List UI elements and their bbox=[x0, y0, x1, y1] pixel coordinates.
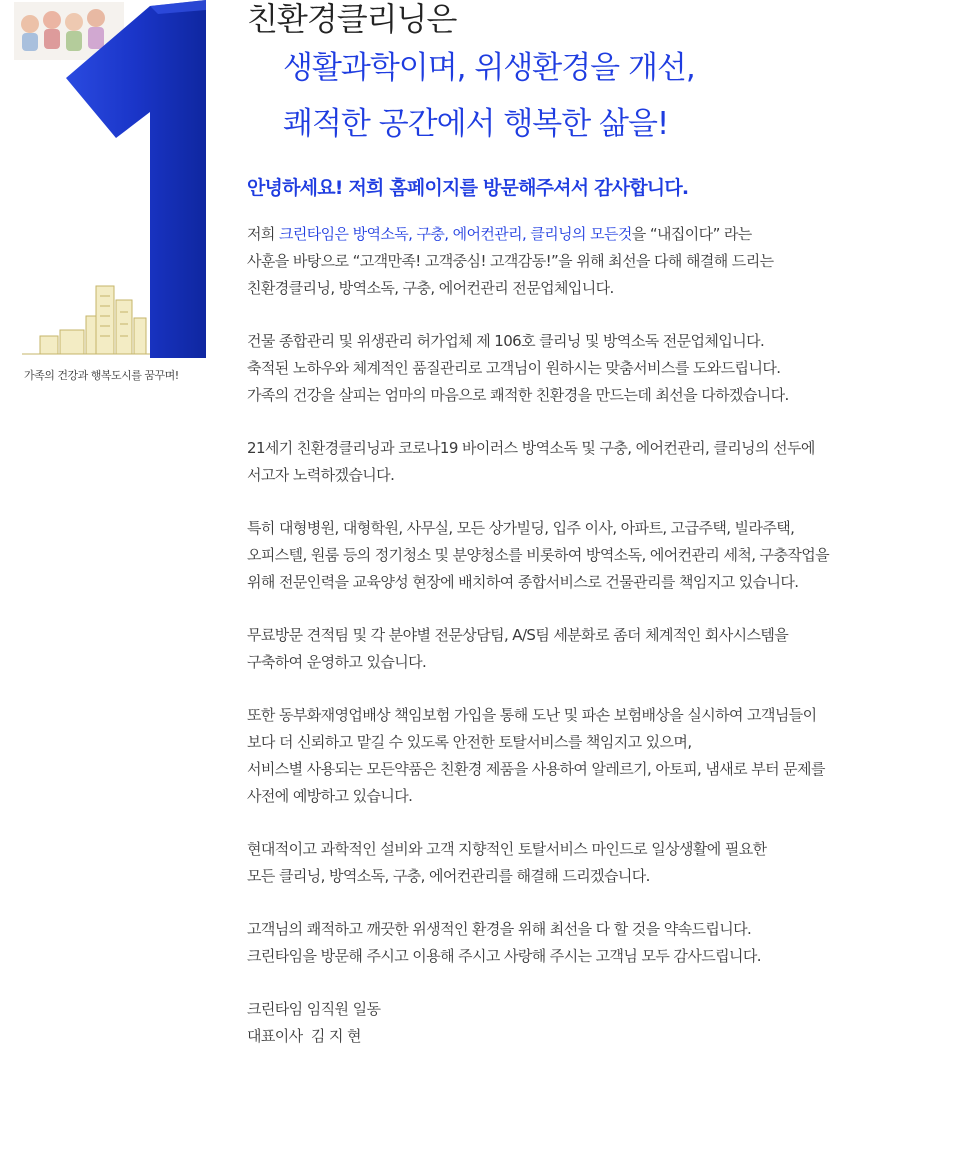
subtitle-line-2: 쾌적한 공간에서 행복한 삶을! bbox=[283, 106, 669, 142]
body-line: 무료방문 견적팀 및 각 분야별 전문상담팀, A/S팀 세분화로 좀더 체계적인 회사시스템을 bbox=[247, 626, 789, 644]
intro-line-1-suffix: 을 “내집이다” 라는 bbox=[631, 225, 752, 243]
page-title: 친환경클리닝은 bbox=[247, 0, 457, 38]
body-line: 오피스텔, 원룸 등의 정기청소 및 분양청소를 비롯하여 방역소독, 에어컨관리 세척, 구충작업을 bbox=[247, 546, 830, 564]
intro-line-1 bbox=[247, 221, 962, 248]
body-paragraph bbox=[247, 836, 962, 890]
intro-line-1-prefix: 저희 bbox=[247, 225, 279, 243]
body-paragraph bbox=[247, 702, 962, 810]
greeting-heading: 안녕하세요! 저희 홈페이지를 방문해주셔서 감사합니다. bbox=[247, 177, 689, 199]
body-paragraph bbox=[247, 328, 962, 409]
body-line: 사전에 예방하고 있습니다. bbox=[247, 787, 413, 805]
body-line: 또한 동부화재영업배상 책임보험 가입을 통해 도난 및 파손 보험배상을 실시하여 고객님들이 bbox=[247, 706, 817, 724]
body-line: 보다 더 신뢰하고 맡길 수 있도록 안전한 토탈서비스를 책임지고 있으며, bbox=[247, 733, 692, 751]
body-paragraph bbox=[247, 435, 962, 489]
intro-line-2: 사훈을 바탕으로 “고객만족! 고객중심! 고객감동!”을 위해 최선을 다해 해결해 드리는 bbox=[247, 252, 774, 270]
body-line: 축적된 노하우와 체계적인 품질관리로 고객님이 원하시는 맞춤서비스를 도와드립니다. bbox=[247, 359, 781, 377]
left-caption: 가족의 건강과 행복도시를 꿈꾸며! bbox=[24, 369, 179, 382]
body-line: 위해 전문인력을 교육양성 현장에 배치하여 종합서비스로 건물관리를 책임지고 있습니다. bbox=[247, 573, 799, 591]
intro-line-3: 친환경클리닝, 방역소독, 구충, 에어컨관리 전문업체입니다. bbox=[247, 279, 614, 297]
number-one-illustration bbox=[0, 0, 220, 400]
body-line: 크린타임을 방문해 주시고 이용해 주시고 사랑해 주시는 고객님 모두 감사드립니다. bbox=[247, 947, 761, 965]
body-line: 현대적이고 과학적인 설비와 고객 지향적인 토탈서비스 마인드로 일상생활에 필요한 bbox=[247, 840, 767, 858]
intro-highlight: 크린타임은 방역소독, 구충, 에어컨관리, 클리닝의 모든것 bbox=[278, 225, 632, 243]
body-line: 서고자 노력하겠습니다. bbox=[247, 466, 395, 484]
signature-ceo: 대표이사 김 지 현 bbox=[247, 1027, 361, 1045]
intro-paragraph bbox=[247, 221, 962, 302]
body-line: 특히 대형병원, 대형학원, 사무실, 모든 상가빌딩, 입주 이사, 아파트, 고급주택, 빌라주택, bbox=[247, 519, 795, 537]
subtitle-line-1: 생활과학이며, 위생환경을 개선, bbox=[283, 50, 695, 86]
body-line: 서비스별 사용되는 모든약품은 친환경 제품을 사용하여 알레르기, 아토피, 냄새로 부터 문제를 bbox=[247, 760, 825, 778]
left-panel bbox=[0, 0, 220, 400]
body-line: 모든 클리닝, 방역소독, 구충, 에어컨관리를 해결해 드리겠습니다. bbox=[247, 867, 650, 885]
signature bbox=[247, 996, 962, 1050]
paragraph-list bbox=[247, 328, 962, 970]
city-buildings-illustration bbox=[22, 286, 150, 354]
body-paragraph bbox=[247, 916, 962, 970]
signature-company: 크린타임 임직원 일동 bbox=[247, 1000, 381, 1018]
body-paragraph bbox=[247, 622, 962, 676]
body-line: 구축하여 운영하고 있습니다. bbox=[247, 653, 427, 671]
body-line: 건물 종합관리 및 위생관리 허가업체 제 106호 클리닝 및 방역소독 전문업체입니다. bbox=[247, 332, 765, 350]
message-body bbox=[247, 221, 962, 1050]
body-line: 21세기 친환경클리닝과 코로나19 바이러스 방역소독 및 구충, 에어컨관리, 클리닝의 선두에 bbox=[247, 439, 815, 457]
body-paragraph bbox=[247, 515, 962, 596]
body-line: 가족의 건강을 살피는 엄마의 마음으로 쾌적한 친환경을 만드는데 최선을 다하겠습니다. bbox=[247, 386, 789, 404]
body-line: 고객님의 쾌적하고 깨끗한 위생적인 환경을 위해 최선을 다 할 것을 약속드립니다. bbox=[247, 920, 752, 938]
